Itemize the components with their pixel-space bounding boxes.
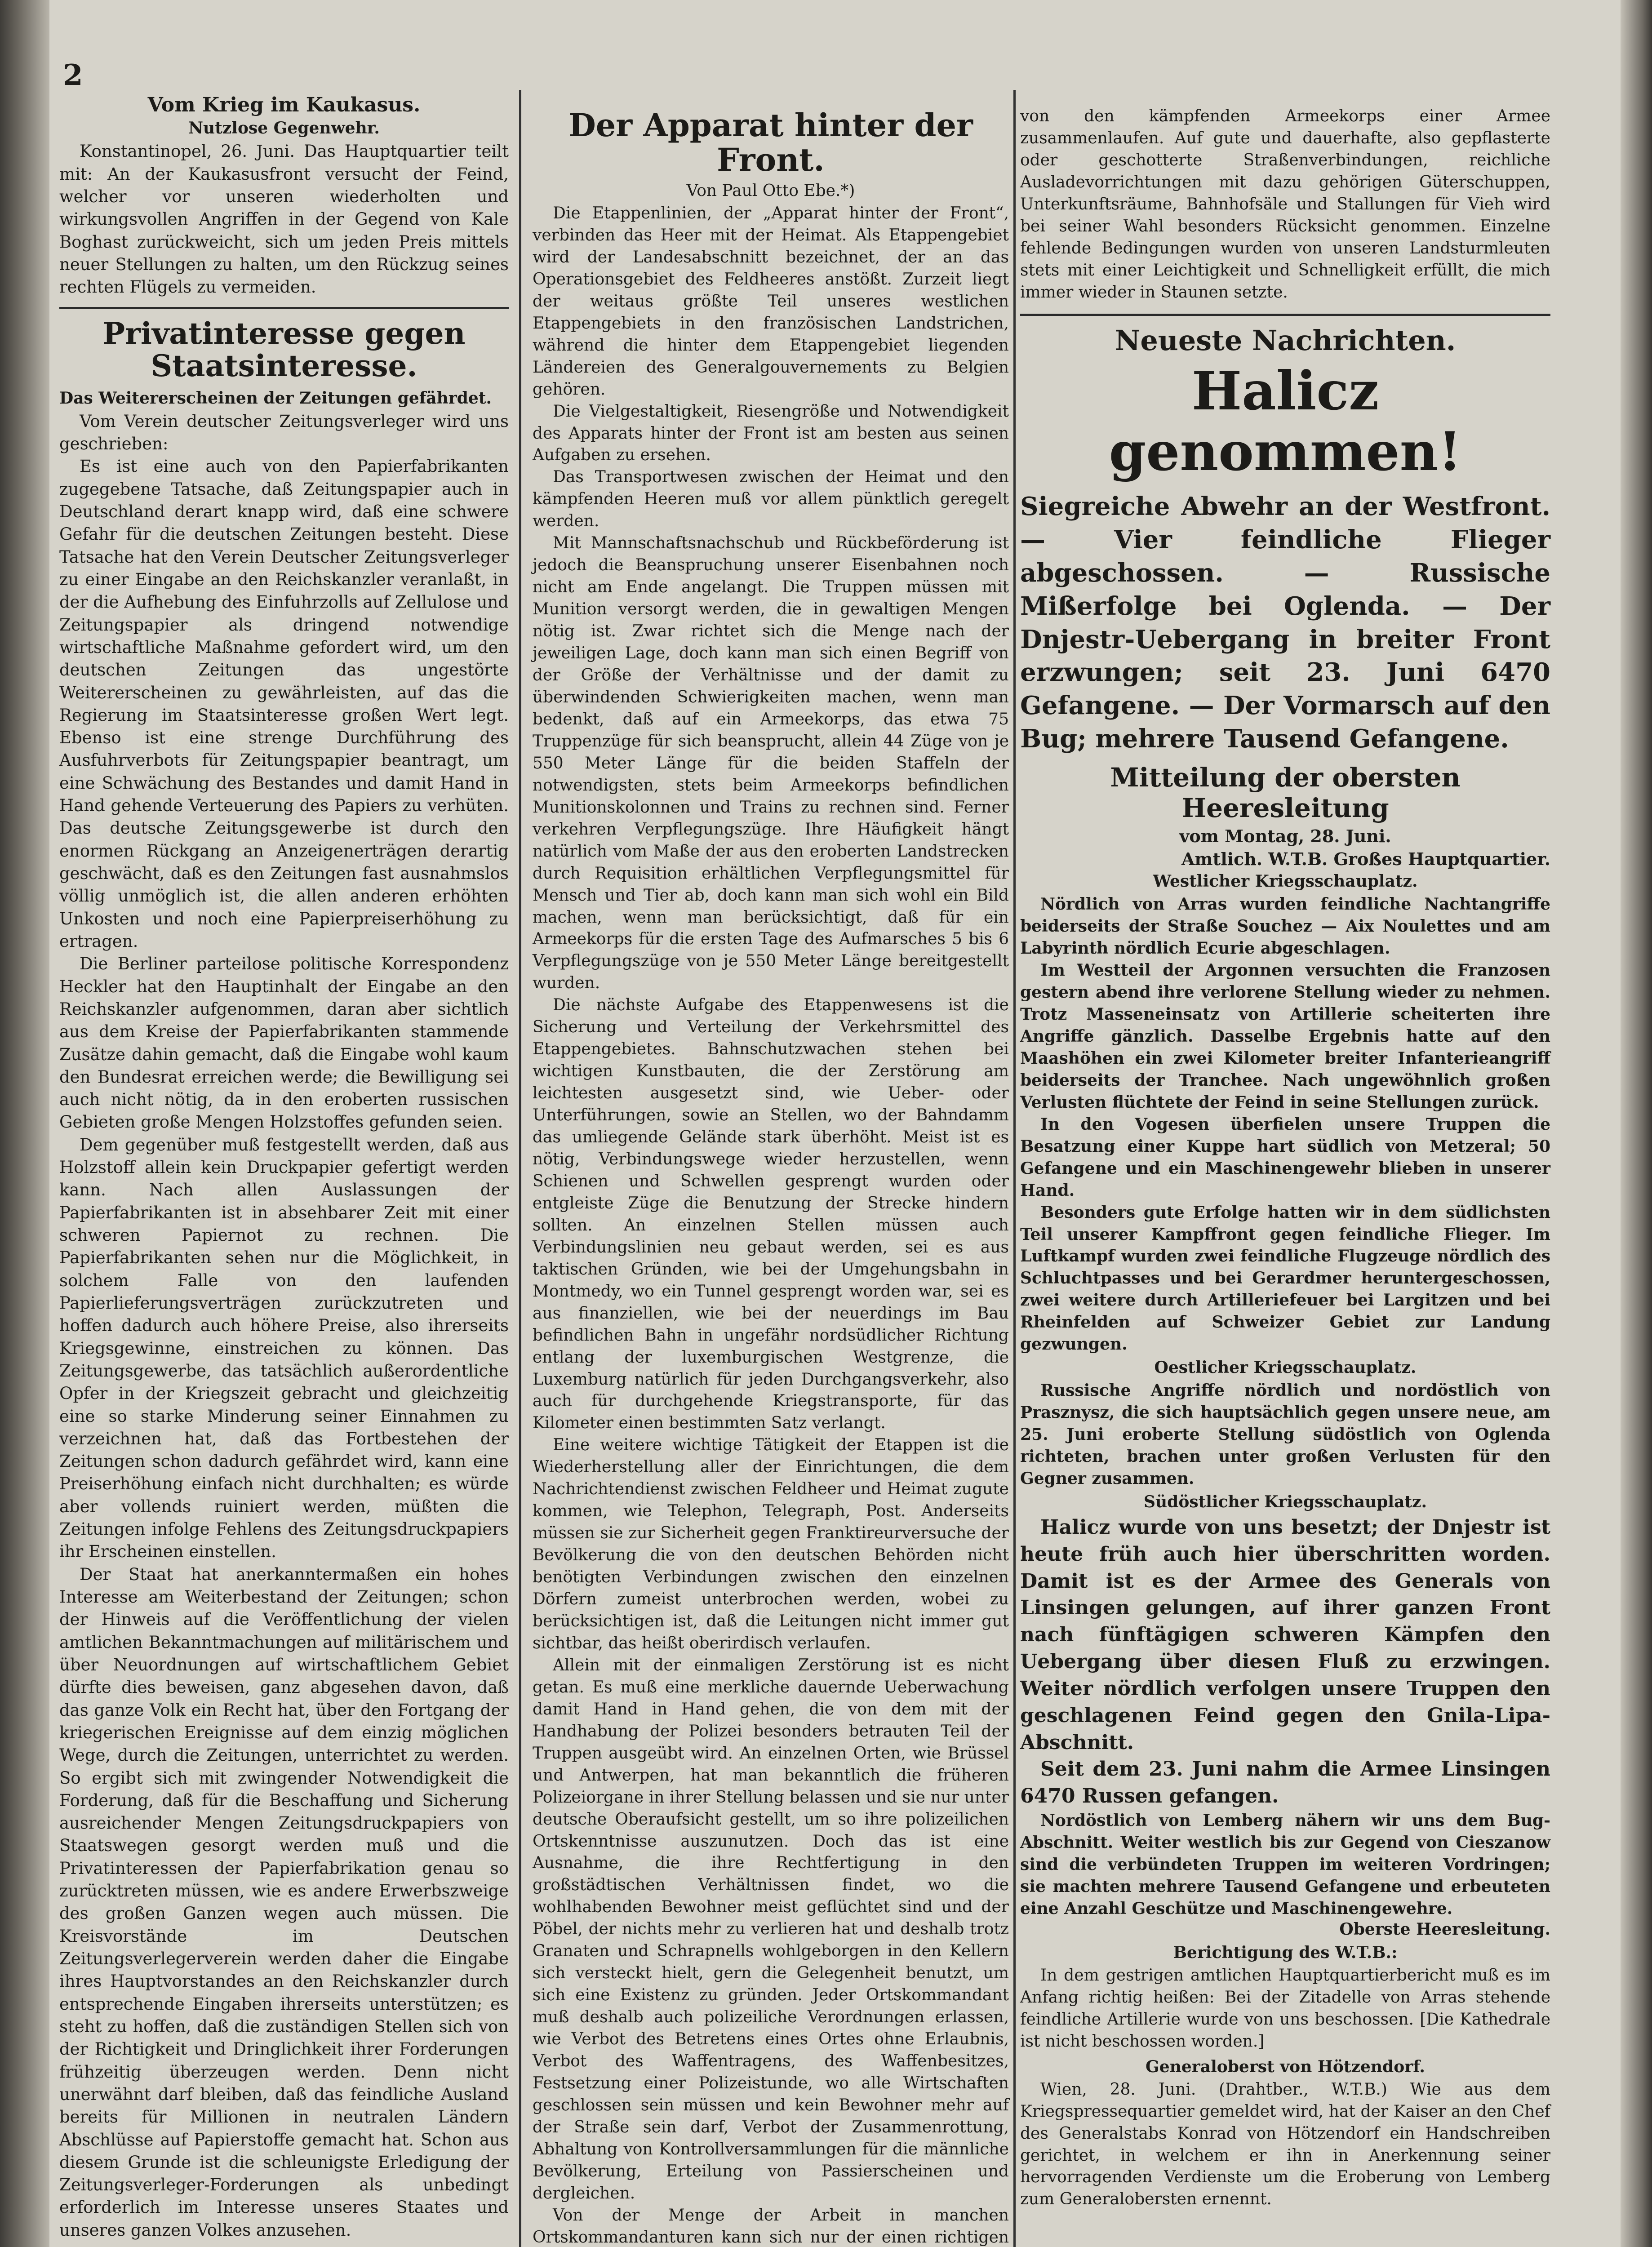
ost-heading: Oestlicher Kriegsschauplatz.: [1154, 1358, 1417, 1377]
privat-p3: Die Berliner parteilose politische Korrespondenz Heckler hat den Hauptinhalt der Eingabe an den Reichskanzler aufgenommen, daran aber sichtlich aus dem Kreise der Papierfabrikanten stammende Zusätze dahin gemacht, daß die Eingabe wohl kaum den Bundesrat erreichen werde; die Bewilligung sei auch nicht nötig, da in den eroberten russischen Gebieten große Mengen Holzstoffes gefunden seien.: [59, 954, 509, 1132]
halicz-headline: Halicz genommen!: [1109, 359, 1462, 483]
apparat-byline: Von Paul Otto Ebe.*): [686, 182, 855, 200]
sued-p2: Seit dem 23. Juni nahm die Armee Linsingen 6470 Russen gefangen.: [1020, 1758, 1550, 1808]
page-number: 2: [63, 58, 83, 92]
divider: [1020, 314, 1550, 316]
apparat-p4: Mit Mannschaftsnachschub und Rückbeförderung ist jedoch die Beanspruchung unserer Eisenbahnen noch nicht am Ende angelangt. Die Truppen müssen mit Munition versorgt werden, die in gewaltigen Mengen nötig ist. Zwar richtet sich die Menge nach der jeweiligen Lage, doch kann man sich einen Begriff von der Größe der Verhältnisse und der damit zu überwindenden Schwierigkeiten machen, wenn man bedenkt, daß auf ein Armeekorps, das etwa 75 Truppenzüge für sich beansprucht, allein 44 Züge von je 550 Meter Länge für die beiden Staffeln der notwendigsten, stets beim Armeekorps befindlichen Munitionskolonnen und Trains zu rechnen sind. Ferner verkehren Verpflegungszüge. Ihre Häufigkeit hängt natürlich vom Maße der aus den eroberten Landstrecken durch Requisition erhältlichen Verpflegungsmittel für Mensch und Tier ab, doch kann man sich wohl ein Bild machen, wenn man berücksichtigt, daß für ein Armeekorps für die ersten Tage des Aufmarsches 5 bis 6 Verpflegungszüge von je 550 Meter Länge bereitgestellt wurden.: [533, 534, 1009, 993]
sued-p3: Nordöstlich von Lemberg nähern wir uns dem Bug-Abschnitt. Weiter westlich bis zur Gegend von Cieszanow sind die verbündeten Truppen im weiteren Vordringen; sie machten mehrere Tausend Gefangene und erbeuteten eine Anzahl Geschütze und Maschinengewehre.: [1020, 1811, 1550, 1918]
west-p2: Im Westteil der Argonnen versuchten die Franzosen gestern abend ihre verlorene Stellung wieder zu nehmen. Trotz Masseneinsatz von Artillerie scheiterten ihre Angriffe gänzlich. Dasselbe Ergebnis hatte auf den Maashöhen ein zwei Kilometer breiter Infanterieangriff beiderseits der Tranchee. Nach ungewöhnlich großen Verlusten flüchtete der Feind in seine Stellungen zurück.: [1020, 961, 1550, 1112]
apparat-p7: Allein mit der einmaligen Zerstörung ist es nicht getan. Es muß eine merkliche dauernde Ueberwachung damit Hand in Hand gehen, die von dem mit der Handhabung der Polizei besonders betrauten Teil der Truppen ausgeübt wird. An einzelnen Orten, wie Brüssel und Antwerpen, hat man bekanntlich die früheren Polizeiorgane in ihrer Stellung belassen und sie nur unter deutsche Oberaufsicht gestellt, um so ihre polizeilichen Ortskenntnisse auszunutzen. Doch das ist eine Ausnahme, die ihre Rechtfertigung in den großstädtischen Verhältnissen findet, wo die wohlhabenden Bewohner meist geflüchtet sind und der Pöbel, der nichts mehr zu verlieren hat und deshalb trotz Granaten und Schrapnells wohlgeborgen in den Kellern sich versteckt hielt, gern die Gelegenheit benutzt, um sich eine Existenz zu gründen. Jeder Ortskommandant muß deshalb auch polizeiliche Verordnungen erlassen, wie Verbot des Betretens eines Ortes ohne Erlaubnis, Verbot des Waffentragens, des Waffenbesitzes, Festsetzung einer Polizeistunde, wo alle Wirtschaften geschlossen sein müssen und kein Bewohner mehr auf der Straße sein darf, Verbot der Zusammenrottung, Abhaltung von Kontrollversammlungen für die männliche Bevölkerung, Erteilung von Passierscheinen und dergleichen.: [533, 1656, 1009, 2203]
privat-p5: Der Staat hat anerkanntermaßen ein hohes Interesse am Weiterbestand der Zeitungen; schon der Hinweis auf die Veröffentlichung der vielen amtlichen Bekanntmachungen auf militärischem und über Neuordnungen auf wirtschaftlichem Gebiet dürfte dies beweisen, ganz abgesehen davon, daß das ganze Volk ein Recht hat, über den Fortgang der kriegerischen Ereignisse auf dem einzig möglichen Wege, durch die Zeitungen, unterrichtet zu werden. So ergibt sich mit zwingender Notwendigkeit die Forderung, daß für die Beschaffung und Sicherung ausreichender Mengen Zeitungsdruckpapiers von Staatswegen gesorgt werden muß und die Privatinteressen der Papierfabrikation genau so zurücktreten müssen, wie es andere Erwerbszweige des großen Ganzen wegen auch müssen. Die Kreisvorstände im Deutschen Zeitungsverlegerverein werden daher die Eingabe ihres Hauptvorstandes an den Reichskanzler durch entsprechende Eingaben ihrerseits unterstützen; es steht zu hoffen, daß die zuständigen Stellen sich von der Richtigkeit und Dringlichkeit ihrer Forderungen frühzeitig überzeugen werden. Denn nicht unerwähnt darf bleiben, daß das feindliche Ausland bereits für Millionen in neutralen Ländern Abschlüsse auf Papierstoffe gemacht hat. Schon aus diesem Grunde ist die schleunigste Erledigung der Zeitungsverleger-Forderungen als unbedingt erforderlich im Interesse unseres Staates und unseres ganzen Volkes anzusehen.: [59, 1564, 509, 2240]
sued-p1: Halicz wurde von uns besetzt; der Dnjestr ist heute früh auch hier überschritten worden. Damit ist es der Armee des Generals von Linsingen gelungen, auf ihrer ganzen Front nach fünftägigen schweren Kämpfen den Uebergang über diesen Fluß zu erzwingen. Weiter nördlich verfolgen unsere Truppen den geschlagenen Feind gegen den Gnila-Lipa-Abschnitt.: [1020, 1515, 1550, 1754]
apparat-p5: Die nächste Aufgabe des Etappenwesens ist die Sicherung und Verteilung der Verkehrsmittel des Etappengebietes. Bahnschutzwachen stehen bei wichtigen Kunstbauten, die der Zerstörung am leichtesten ausgesetzt sind, wie Ueber- oder Unterführungen, sowie an Stellen, wo der Bahndamm das umliegende Gelände stark überhöht. Meist ist es nötig, Verbindungswege wieder herzustellen, wenn Schienen und Schwellen gesprengt wurden oder entgleiste Züge die Benutzung der Strecke hindern sollten. An einzelnen Stellen müssen auch Verbindungslinien neu gebaut werden, sei es aus taktischen Gründen, wie bei der Umgehungsbahn in Montmedy, wo ein Tunnel gesprengt worden war, sei es aus finanziellen, wie bei der neuerdings im Bau befindlichen Bahn in ungefähr nordsüdlicher Richtung entlang der luxemburgischen Westgrenze, die Luxemburg natürlich für jeden Durchgangsverkehr, also auch für durchgehende Kriegstransporte, für das Kilometer einen bestimmten Satz verlangt.: [533, 996, 1009, 1433]
neueste-heading: Neueste Nachrichten.: [1115, 324, 1456, 357]
hoetzendorf-heading: Generaloberst von Hötzendorf.: [1146, 2057, 1425, 2076]
amtlich-line: Amtlich. W.T.B. Großes Hauptquartier.: [1181, 849, 1550, 870]
berichtigung-text: In dem gestrigen amtlichen Hauptquartierbericht muß es im Anfang richtig heißen: Bei der Zitadelle von Arras stehende feindliche Artillerie wurde von uns beschossen. [Die Kathedrale ist nicht beschossen worden.]: [1020, 1966, 1550, 2051]
ost-text: Russische Angriffe nördlich und nordöstlich von Prasznysz, die sich hauptsächlich gegen unsere neue, am 25. Juni eroberte Stellung südöstlich von Oglenda richteten, brachen unter großen Verlusten für den Gegner zusammen.: [1020, 1381, 1550, 1488]
kaukasus-text: Konstantinopel, 26. Juni. Das Hauptquartier teilt mit: An der Kaukasusfront versucht der Feind, welcher vor unseren wiederholten und wirkungsvollen Angriffen in der Gegend von Kale Boghast zurückweicht, sich um jeden Preis mittels neuer Stellungen zu halten, um den Rückzug seines rechten Flügels zu vermeiden.: [59, 142, 509, 297]
apparat-p8: Von der Menge der Arbeit in manchen Ortskommandanturen kann sich nur der einen richtigen: [533, 2206, 1009, 2247]
column-rule: [1013, 1056, 1016, 2247]
privat-p1: Vom Verein deutscher Zeitungsverleger wird uns geschrieben:: [59, 411, 509, 454]
column-left: [59, 94, 509, 2247]
column-rule: [519, 90, 521, 2247]
west-heading: Westlicher Kriegsschauplatz.: [1153, 872, 1418, 891]
berichtigung-heading: Berichtigung des W.T.B.:: [1173, 1943, 1398, 1962]
column-rule: [1013, 90, 1016, 1065]
apparat-p3: Das Transportwesen zwischen der Heimat und den kämpfenden Heeren muß vor allem pünktlich geregelt werden.: [533, 468, 1009, 531]
divider: [59, 307, 509, 309]
privat-p2: Es ist eine auch von den Papierfabrikanten zugegebene Tatsache, daß Zeitungspapier auch in Deutschland derart knapp wird, daß eine schwere Gefahr für die deutschen Zeitungen besteht. Diese Tatsache hat den Verein Deutscher Zeitungsverleger zu einer Eingabe an den Reichskanzler veranlaßt, in der die Aufhebung des Einfuhrzolls auf Zellulose und Zeitungspapier als dringend notwendige wirtschaftliche Maßnahme gefordert wird, um den deutschen Zeitungen das ungestörte Weitererscheinen zu gewährleisten, auf das die Regierung im Staatsinteresse großen Wert legt. Ebenso ist eine strenge Durchführung des Ausfuhrverbots für Zeitungspapier beantragt, um eine Schwächung des Bestandes und damit Hand in Hand gehende Verteuerung des Papiers zu verhüten. Das deutsche Zeitungsgewerbe ist durch den enormen Rückgang an Anzeigenerträgen derartig geschwächt, daß es den Zeitungen fast ausnahmslos völlig unmöglich ist, die allen anderen erhöhten Unkosten und noch eine Papierpreiserhöhung zu ertragen.: [59, 457, 509, 951]
west-p1: Nördlich von Arras wurden feindliche Nachtangriffe beiderseits der Straße Souchez — Aix Noulettes und am Labyrinth nördlich Ecurie abgeschlagen.: [1020, 895, 1550, 958]
signature: Oberste Heeresleitung.: [1339, 1919, 1550, 1939]
column-middle: [533, 94, 1009, 2247]
kaukasus-subheading: Nutzlose Gegenwehr.: [188, 119, 380, 138]
page-edge-right: [1621, 0, 1652, 2247]
apparat-p6: Eine weitere wichtige Tätigkeit der Etappen ist die Wiederherstellung aller der Einrichtungen, die dem Nachrichtendienst zwischen Feldheer und Heimat zugute kommen, wie Telephon, Telegraph, Post. Anderseits müssen sie zur Sicherheit gegen Franktireurversuche der Bevölkerung die von den deutschen Behörden nicht benötigten Verbindungen zwischen den einzelnen Dörfern zumeist unterbrochen werden, wobei zu berücksichtigen ist, daß die Leitungen nicht immer gut sichtbar, das heißt oberirdisch verlaufen.: [533, 1436, 1009, 1652]
west-p4: Besonders gute Erfolge hatten wir in dem südlichsten Teil unserer Kampffront gegen feindliche Flieger. Im Luftkampf wurden zwei feindliche Flugzeuge nördlich des Schluchtpasses und bei Gerardmer heruntergeschossen, zwei weitere durch Artilleriefeuer bei Largitzen und bei Rheinfelden auf Schweizer Gebiet zur Landung gezwungen.: [1020, 1203, 1550, 1354]
sued-heading: Südöstlicher Kriegsschauplatz.: [1143, 1492, 1427, 1511]
apparat-p2: Die Vielgestaltigkeit, Riesengröße und Notwendigkeit des Apparats hinter der Front ist am besten aus seinen Aufgaben zu ersehen.: [533, 402, 1009, 465]
mitteilung-heading: Mitteilung der obersten Heeresleitung: [1110, 762, 1461, 824]
privat-subheading: Das Weitererscheinen der Zeitungen gefährdet.: [59, 388, 492, 408]
privat-p4: Dem gegenüber muß festgestellt werden, daß aus Holzstoff allein kein Druckpapier gefertigt werden kann. Nach allen Auslassungen der Papierfabrikanten ist in absehbarer Zeit mit einer schweren Papiernot zu rechnen. Die Papierfabrikanten sehen nur die Möglichkeit, in solchem Falle von den laufenden Papierlieferungsverträgen zurückzutreten und hoffen dadurch auch höhere Preise, also ihrerseits Kriegsgewinne, einstreichen zu können. Das Zeitungsgewerbe, das tatsächlich außerordentliche Opfer in der Kriegszeit gebracht und gleichzeitig eine so starke Minderung seiner Einnahmen zu verzeichnen hat, daß das Fortbestehen der Zeitungen schon dadurch gefährdet wird, kann eine Preiserhöhung einfach nicht durchhalten; es würde aber vollends ruiniert werden, müßten die Zeitungen infolge Fehlens des Zeitungsdruckpapiers ihr Erscheinen einstellen.: [59, 1135, 509, 1562]
hoetzendorf-text: Wien, 28. Juni. (Drahtber., W.T.B.) Wie aus dem Kriegspressequartier gemeldet wird, hat der Kaiser an den Chef des Generalstabs Konrad von Hötzendorf ein Handschreiben gerichtet, in welchem er ihn in Anerkennung seiner hervorragenden Verdienste um die Eroberung von Lemberg zum Generalobersten ernennt.: [1020, 2080, 1550, 2209]
apparat-continuation: von den kämpfenden Armeekorps einer Armee zusammenlaufen. Auf gute und dauerhafte, also gepflasterte oder geschotterte Straßenverbindungen, reichliche Ausladevorrichtungen mit dazu gehörigen Güterschuppen, Unterkunftsräume, Bahnhofsäle und Stallungen für Vieh wird bei seiner Wahl besonders Rücksicht genommen. Einzelne fehlende Bedingungen wurden von unseren Landsturmleuten stets mit einer Leichtigkeit und Schnelligkeit erfüllt, die mich immer wieder in Staunen setzte.: [1020, 107, 1550, 302]
apparat-p1: Die Etappenlinien, der „Apparat hinter der Front“, verbinden das Heer mit der Heimat. Als Etappengebiet wird der Landesabschnitt bezeichnet, der an das Operationsgebiet des Feldheeres anstößt. Zurzeit liegt der weitaus größte Teil unseres westlichen Etappengebiets in den französischen Landstrichen, während die hinter dem Etappengebiet liegenden Ländereien des Generalgouvernements zu Belgien gehören.: [533, 204, 1009, 399]
west-p3: In den Vogesen überfielen unsere Truppen die Besatzung einer Kuppe hart südlich von Metzeral; 50 Gefangene und ein Maschinengewehr blieben in unserer Hand.: [1020, 1115, 1550, 1200]
privat-heading: Privatinteresse gegen Staatsinteresse.: [102, 315, 466, 384]
apparat-heading: Der Apparat hinter der Front.: [568, 107, 973, 178]
kaukasus-heading: Vom Krieg im Kaukasus.: [147, 93, 421, 116]
newspaper-page: [49, 0, 1621, 2247]
summary-headline: Siegreiche Abwehr an der Westfront. — Vier feindliche Flieger abgeschossen. — Russische Mißerfolge bei Oglenda. — Der Dnjestr-Uebergang in breiter Front erzwungen; seit 23. Juni 6470 Gefangene. — Der Vormarsch auf den Bug; mehrere Tausend Gefangene.: [1020, 491, 1550, 754]
column-right: [1020, 106, 1550, 2211]
binding-shadow-left: [0, 0, 49, 2247]
report-date: vom Montag, 28. Juni.: [1179, 826, 1391, 847]
